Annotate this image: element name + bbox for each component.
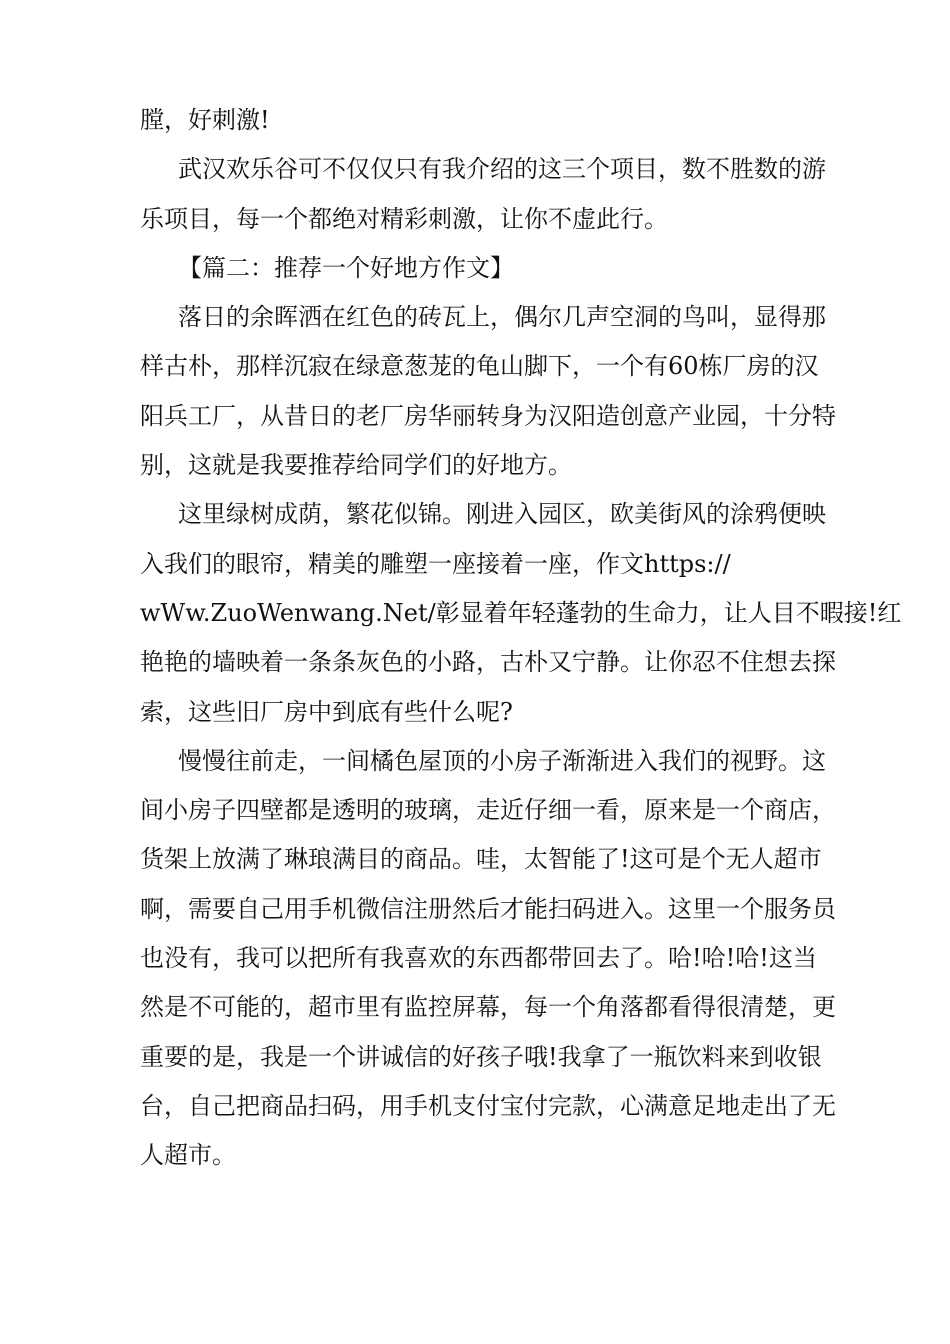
text-line: 乐项目，每一个都绝对精彩刺激，让你不虚此行。 [140, 204, 668, 233]
text-line: 货架上放满了琳琅满目的商品。哇，太智能了!这可是个无人超市 [140, 845, 822, 874]
text-line: 艳艳的墙映着一条条灰色的小路，古朴又宁静。让你忍不住想去探 [140, 648, 836, 677]
text-line: 慢慢往前走，一间橘色屋顶的小房子渐渐进入我们的视野。这 [178, 746, 826, 775]
text-line: 间小房子四壁都是透明的玻璃，走近仔细一看，原来是一个商店， [140, 796, 836, 825]
text-line: 别，这就是我要推荐给同学们的好地方。 [140, 451, 572, 480]
text-line: 台，自己把商品扫码，用手机支付宝付完款，心满意足地走出了无 [140, 1091, 836, 1120]
text-line: 落日的余晖洒在红色的砖瓦上，偶尔几声空洞的鸟叫，显得那 [178, 303, 826, 332]
text-line: 然是不可能的，超市里有监控屏幕，每一个角落都看得很清楚，更 [140, 993, 836, 1022]
text-line: 【篇二：推荐一个好地方作文】 [178, 253, 514, 282]
text-line: wWw.ZuoWenwang.Net/彰显着年轻蓬勃的生命力，让人目不暇接!红 [140, 598, 902, 627]
text-line: 膛，好刺激! [140, 106, 270, 134]
text-line: 也没有，我可以把所有我喜欢的东西都带回去了。哈!哈!哈!这当 [140, 944, 817, 973]
text-line: 样古朴，那样沉寂在绿意葱茏的龟山脚下，一个有60栋厂房的汉 [140, 352, 819, 381]
text-line: 索，这些旧厂房中到底有些什么呢? [140, 697, 513, 726]
text-line: 重要的是，我是一个讲诚信的好孩子哦!我拿了一瓶饮料来到收银 [140, 1042, 822, 1071]
text-line: 人超市。 [140, 1141, 236, 1170]
essay-body [140, 96, 902, 1181]
text-line: 这里绿树成荫，繁花似锦。刚进入园区，欧美街风的涂鸦便映 [178, 500, 826, 529]
text-line: 啊，需要自己用手机微信注册然后才能扫码进入。这里一个服务员 [140, 894, 836, 923]
text-line: 阳兵工厂，从昔日的老厂房华丽转身为汉阳造创意产业园，十分特 [140, 401, 836, 430]
text-line: 武汉欢乐谷可不仅仅只有我介绍的这三个项目，数不胜数的游 [178, 155, 826, 184]
text-line: 入我们的眼帘，精美的雕塑一座接着一座，作文https:// [140, 549, 731, 578]
